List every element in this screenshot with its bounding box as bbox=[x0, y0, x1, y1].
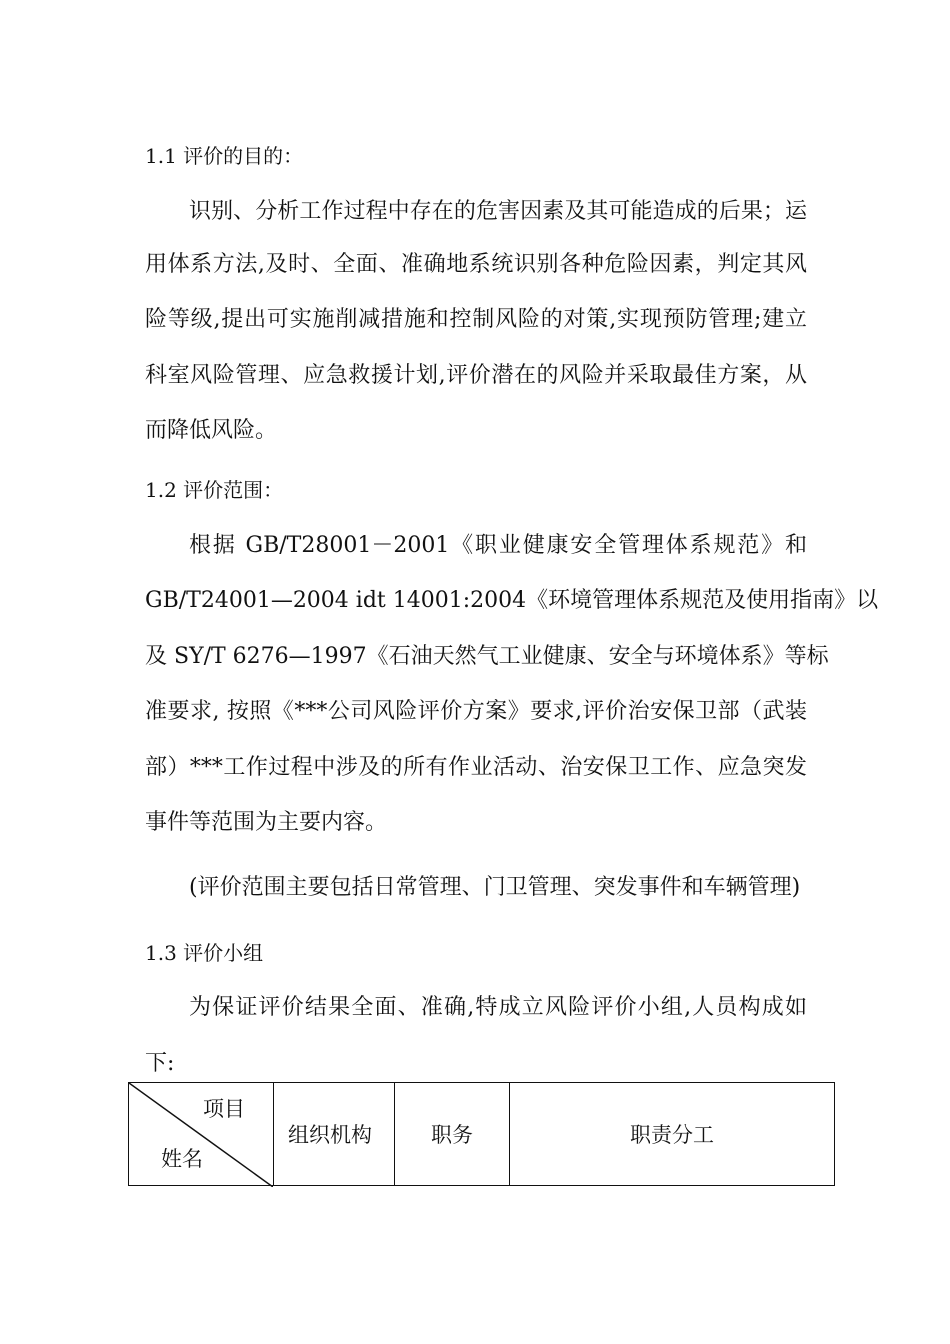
section-heading-1-3: 1.3 评价小组 bbox=[145, 941, 264, 965]
paragraph-line: 而降低风险。 bbox=[145, 418, 278, 443]
paragraph-line: 准要求, 按照《***公司风险评价方案》要求,评价治安保卫部（武装 bbox=[145, 699, 807, 724]
header-position-label: 职务 bbox=[431, 1123, 473, 1147]
header-position bbox=[395, 1083, 510, 1186]
header-organization-label: 组织机构 bbox=[288, 1123, 372, 1147]
paragraph-line: 险等级,提出可实施削减措施和控制风险的对策,实现预防管理;建立 bbox=[145, 307, 807, 332]
paragraph-line: 科室风险管理、应急救援计划,评价潜在的风险并采取最佳方案，从 bbox=[145, 363, 807, 388]
paragraph-line: 及 SY/T 6276—1997《石油天然气工业健康、安全与环境体系》等标 bbox=[145, 644, 829, 669]
header-responsibility-label: 职责分工 bbox=[630, 1123, 714, 1147]
scope-note: (评价范围主要包括日常管理、门卫管理、突发事件和车辆管理) bbox=[189, 875, 801, 900]
header-responsibility bbox=[510, 1083, 835, 1186]
paragraph-line: 用体系方法,及时、全面、准确地系统识别各种危险因素，判定其风 bbox=[145, 252, 807, 277]
paragraph-line: GB/T24001—2004 idt 14001:2004《环境管理体系规范及使用指南》以 bbox=[145, 588, 879, 613]
header-organization bbox=[274, 1083, 395, 1186]
diagonal-header-cell bbox=[129, 1083, 274, 1186]
section-heading-1-2: 1.2 评价范围： bbox=[145, 478, 284, 502]
paragraph-line: 根据 GB/T28001－2001《职业健康安全管理体系规范》和 bbox=[189, 533, 807, 558]
section-heading-1-1: 1.1 评价的目的： bbox=[145, 144, 304, 168]
header-item-label: 项目 bbox=[203, 1097, 245, 1121]
paragraph-line: 为保证评价结果全面、准确,特成立风险评价小组,人员构成如 bbox=[189, 995, 807, 1020]
paragraph-line: 事件等范围为主要内容。 bbox=[145, 810, 388, 835]
header-name-label: 姓名 bbox=[161, 1147, 203, 1171]
paragraph-line: 下: bbox=[145, 1051, 175, 1076]
table-header-row bbox=[129, 1083, 835, 1186]
team-table bbox=[128, 1082, 835, 1186]
paragraph-line: 部）***工作过程中涉及的所有作业活动、治安保卫工作、应急突发 bbox=[145, 755, 807, 780]
paragraph-line: 识别、分析工作过程中存在的危害因素及其可能造成的后果；运 bbox=[189, 199, 807, 224]
